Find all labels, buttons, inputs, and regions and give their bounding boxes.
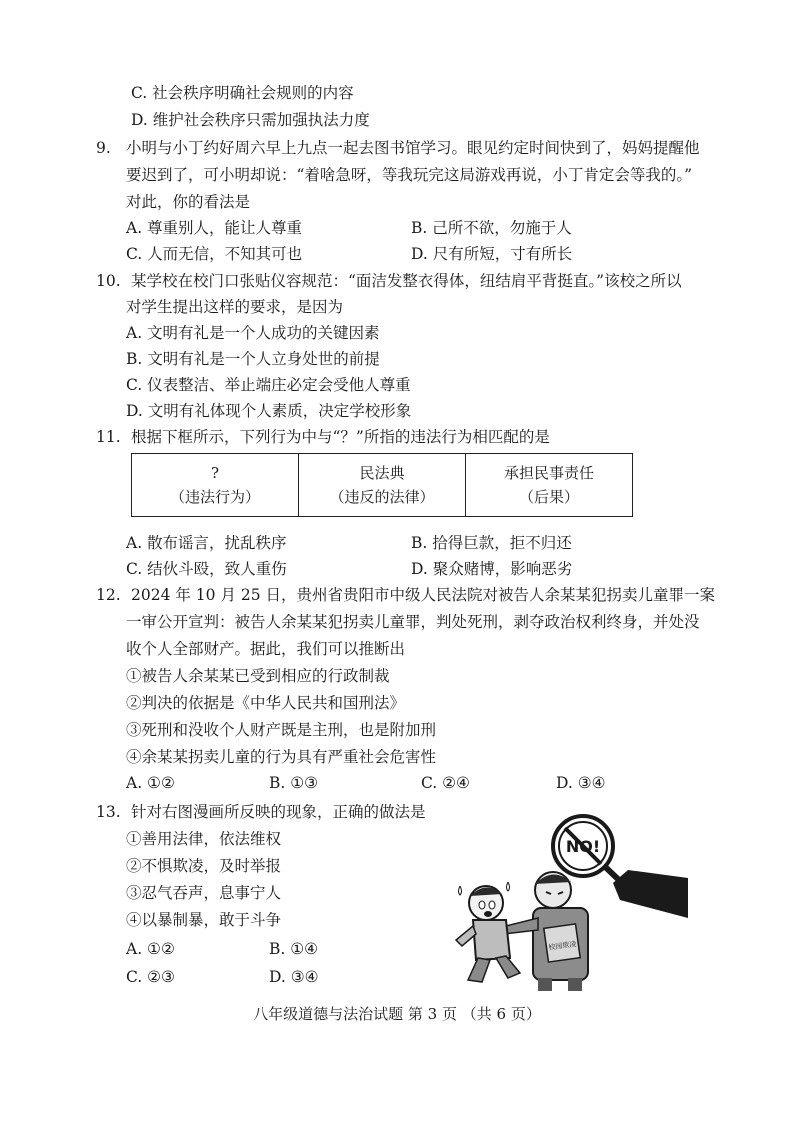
q12-statement-2: ②判决的依据是《中华人民共和国刑法》 bbox=[126, 694, 406, 712]
q13-option-a: A. ①② bbox=[126, 940, 175, 958]
q11-option-d: D. 聚众赌博，影响恶劣 bbox=[411, 560, 573, 578]
anti-bullying-cartoon bbox=[438, 808, 688, 993]
q9-stem-line3: 对此，你的看法是 bbox=[126, 193, 251, 211]
q12-option-c: C. ②④ bbox=[421, 774, 470, 792]
q13-option-b: B. ①④ bbox=[269, 940, 319, 958]
q8-option-c: C. 社会秩序明确社会规则的内容 bbox=[131, 84, 354, 102]
q9-option-b: B. 己所不欲，勿施于人 bbox=[411, 219, 572, 237]
q10-stem-line2: 对学生提出这样的要求，是因为 bbox=[126, 298, 344, 316]
q12-option-a: A. ①② bbox=[126, 774, 175, 792]
q9-option-a: A. 尊重别人，能让人尊重 bbox=[126, 219, 303, 237]
q9-stem-line2: 要迟到了，可小明却说：“着啥急呀，等我玩完这局游戏再说，小丁肯定会等我的。” bbox=[126, 166, 693, 184]
q10-option-b: B. 文明有礼是一个人立身处世的前提 bbox=[126, 350, 380, 368]
page-footer: 八年级道德与法治试题 第 3 页 （共 6 页） bbox=[253, 1005, 541, 1023]
q13-statement-3: ③忍气吞声，息事宁人 bbox=[126, 884, 282, 902]
q11-cell-consequence-top: 承担民事责任 bbox=[503, 464, 594, 482]
q13-option-d: D. ③④ bbox=[269, 968, 319, 986]
q11-number: 11. bbox=[96, 428, 121, 446]
q11-cell-law-top: 民法典 bbox=[359, 464, 405, 482]
q12-stem-line1: 2024 年 10 月 25 日，贵州省贵阳市中级人民法院对被告人余某某犯拐卖儿童罪一案 bbox=[131, 586, 716, 604]
q13-statement-4: ④以暴制暴，敢于斗争 bbox=[126, 911, 282, 929]
q13-stem: 针对右图漫画所反映的现象，正确的做法是 bbox=[131, 803, 426, 821]
q11-option-b: B. 拾得巨款，拒不归还 bbox=[411, 534, 572, 552]
q11-cell-law bbox=[299, 454, 466, 517]
q11-cell-consequence-bottom: （后果） bbox=[518, 488, 579, 506]
q13-statement-1: ①善用法律，依法维权 bbox=[126, 830, 282, 848]
q11-cell-offense-bottom: （违法行为） bbox=[169, 488, 260, 506]
q10-option-d: D. 文明有礼体现个人素质，决定学校形象 bbox=[126, 402, 412, 420]
q12-statement-1: ①被告人余某某已受到相应的行政制裁 bbox=[126, 667, 390, 685]
q9-option-c: C. 人而无信，不知其可也 bbox=[126, 245, 303, 263]
q9-number: 9. bbox=[96, 139, 111, 157]
q10-option-c: C. 仪表整洁、举止端庄必定会受他人尊重 bbox=[126, 376, 411, 394]
q13-statement-2: ②不惧欺凌，及时举报 bbox=[126, 857, 282, 875]
q13-option-c: C. ②③ bbox=[126, 968, 175, 986]
q13-number: 13. bbox=[96, 803, 121, 821]
q10-number: 10. bbox=[96, 272, 121, 290]
q9-stem-line1: 小明与小丁约好周六早上九点一起去图书馆学习。眼见约定时间快到了，妈妈提醒他 bbox=[126, 139, 700, 157]
q12-option-b: B. ①③ bbox=[269, 774, 319, 792]
q12-number: 12. bbox=[96, 586, 121, 604]
q12-stem-line3: 收个人全部财产。据此，我们可以推断出 bbox=[126, 640, 406, 658]
q12-stem-line2: 一审公开宣判：被告人余某某犯拐卖儿童罪，判处死刑，剥夺政治权利终身，并处没 bbox=[126, 613, 700, 631]
q10-option-a: A. 文明有礼是一个人成功的关键因素 bbox=[126, 324, 380, 342]
q11-cell-offense bbox=[132, 454, 299, 517]
q11-option-c: C. 结伙斗殴，致人重伤 bbox=[126, 560, 287, 578]
q12-option-d: D. ③④ bbox=[556, 774, 606, 792]
q11-cell-law-bottom: （违反的法律） bbox=[329, 488, 435, 506]
cartoon-arm bbox=[613, 870, 688, 918]
q12-statement-4: ④余某某拐卖儿童的行为具有严重社会危害性 bbox=[126, 748, 437, 766]
q11-cell-offense-top: ? bbox=[210, 464, 220, 482]
q9-option-d: D. 尺有所短，寸有所长 bbox=[411, 245, 573, 263]
q8-option-d: D. 维护社会秩序只需加强执法力度 bbox=[131, 111, 370, 129]
q12-statement-3: ③死刑和没收个人财产既是主刑，也是附加刑 bbox=[126, 721, 437, 739]
q11-stem: 根据下框所示，下列行为中与“？”所指的违法行为相匹配的是 bbox=[131, 428, 550, 446]
bully-badge-text: 校园欺凌 bbox=[547, 940, 577, 952]
q11-table bbox=[131, 453, 633, 517]
q11-option-a: A. 散布谣言，扰乱秩序 bbox=[126, 534, 287, 552]
q11-cell-consequence bbox=[466, 454, 633, 517]
q10-stem-line1: 某学校在校门口张贴仪容规范：“面洁发整衣得体，纽结肩平背挺直。”该校之所以 bbox=[131, 272, 682, 290]
no-sign-text: NO! bbox=[565, 837, 601, 856]
victim-body bbox=[473, 920, 510, 960]
